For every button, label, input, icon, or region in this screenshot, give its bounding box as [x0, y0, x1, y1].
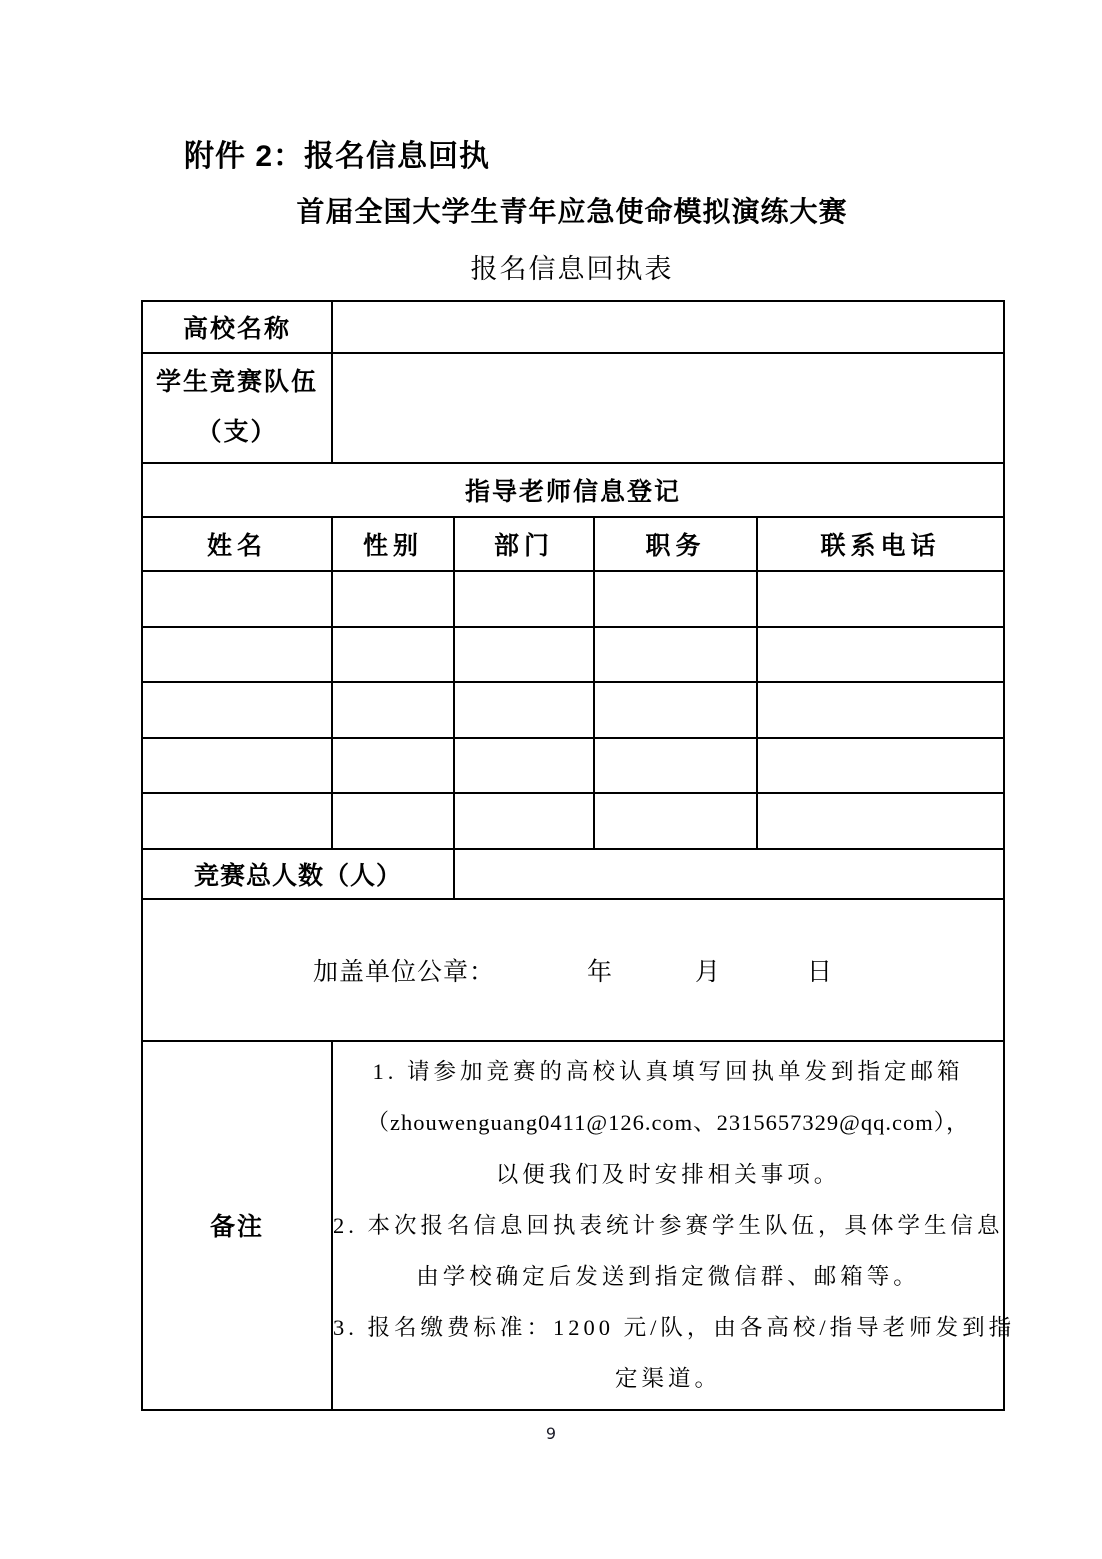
cell-department [454, 682, 594, 738]
attachment-heading: 附件 2：报名信息回执 [184, 140, 491, 173]
row-seal [142, 899, 1004, 1041]
remarks-content [332, 1041, 1016, 1410]
instructor-section-title: 指导老师信息登记 [142, 463, 1004, 517]
cell-gender [332, 738, 454, 794]
row-team-count [142, 353, 1004, 463]
cell-department [454, 627, 594, 683]
cell-name [142, 627, 332, 683]
cell-phone [757, 682, 1004, 738]
university-name-field [332, 301, 1004, 353]
seal-year-label: 年 [586, 958, 613, 986]
team-count-label [142, 353, 332, 463]
seal-day-label: 日 [807, 958, 834, 986]
cell-gender [332, 627, 454, 683]
cell-position [594, 682, 757, 738]
team-count-field [332, 353, 1004, 463]
seal-line [142, 899, 1004, 1041]
cell-position [594, 627, 757, 683]
cell-gender [332, 571, 454, 627]
remark-line-7: 定渠道。 [614, 1366, 721, 1392]
cell-name [142, 571, 332, 627]
cell-name [142, 738, 332, 794]
university-name-label: 高校名称 [142, 301, 332, 353]
remark-line-3: 以便我们及时安排相关事项。 [495, 1161, 841, 1187]
cell-position [594, 738, 757, 794]
cell-gender [332, 793, 454, 849]
cell-gender [332, 682, 454, 738]
cell-department [454, 793, 594, 849]
instructor-row-5 [142, 793, 1004, 849]
total-participants-field [454, 849, 1004, 899]
row-university-name [142, 301, 1004, 353]
instructor-row-4 [142, 738, 1004, 794]
cell-department [454, 571, 594, 627]
page-number: 9 [545, 1424, 557, 1443]
remark-line-2: （zhouwenguang0411@126.com、2315657329@qq.com）， [366, 1110, 970, 1136]
cell-phone [757, 793, 1004, 849]
cell-phone [757, 571, 1004, 627]
cell-position [594, 571, 757, 627]
remark-line-4: 2. 本次报名信息回执表统计参赛学生队伍，具体学生信息 [333, 1212, 1004, 1238]
column-header-position: 职务 [594, 517, 757, 571]
cell-department [454, 738, 594, 794]
remark-line-5: 由学校确定后发送到指定微信群、邮箱等。 [416, 1264, 920, 1290]
column-header-department: 部门 [454, 517, 594, 571]
form-title: 报名信息回执表 [470, 254, 674, 284]
column-header-phone: 联系电话 [757, 517, 1004, 571]
row-instructor-header [142, 517, 1004, 571]
row-total-participants [142, 849, 1004, 899]
registration-form-table [141, 300, 1016, 1411]
cell-phone [757, 738, 1004, 794]
seal-month-label: 月 [695, 958, 722, 986]
instructor-row-1 [142, 571, 1004, 627]
column-header-name: 姓名 [142, 517, 332, 571]
row-instructor-section [142, 463, 1004, 517]
team-count-label-line2: （支） [196, 419, 278, 446]
remark-line-6: 3. 报名缴费标准：1200 元/队，由各高校/指导老师发到指 [333, 1315, 1016, 1341]
competition-title: 首届全国大学生青年应急使命模拟演练大赛 [296, 196, 848, 227]
cell-name [142, 793, 332, 849]
remark-line-1: 1. 请参加竞赛的高校认真填写回执单发到指定邮箱 [372, 1059, 964, 1085]
instructor-row-3 [142, 682, 1004, 738]
remarks-label: 备注 [142, 1041, 332, 1410]
cell-phone [757, 627, 1004, 683]
row-remarks [142, 1041, 1004, 1410]
cell-name [142, 682, 332, 738]
instructor-row-2 [142, 627, 1004, 683]
column-header-gender: 性别 [332, 517, 454, 571]
team-count-label-line1: 学生竞赛队伍 [155, 369, 318, 396]
seal-label: 加盖单位公章： [312, 958, 495, 986]
cell-position [594, 793, 757, 849]
total-participants-label: 竞赛总人数（人） [142, 849, 454, 899]
